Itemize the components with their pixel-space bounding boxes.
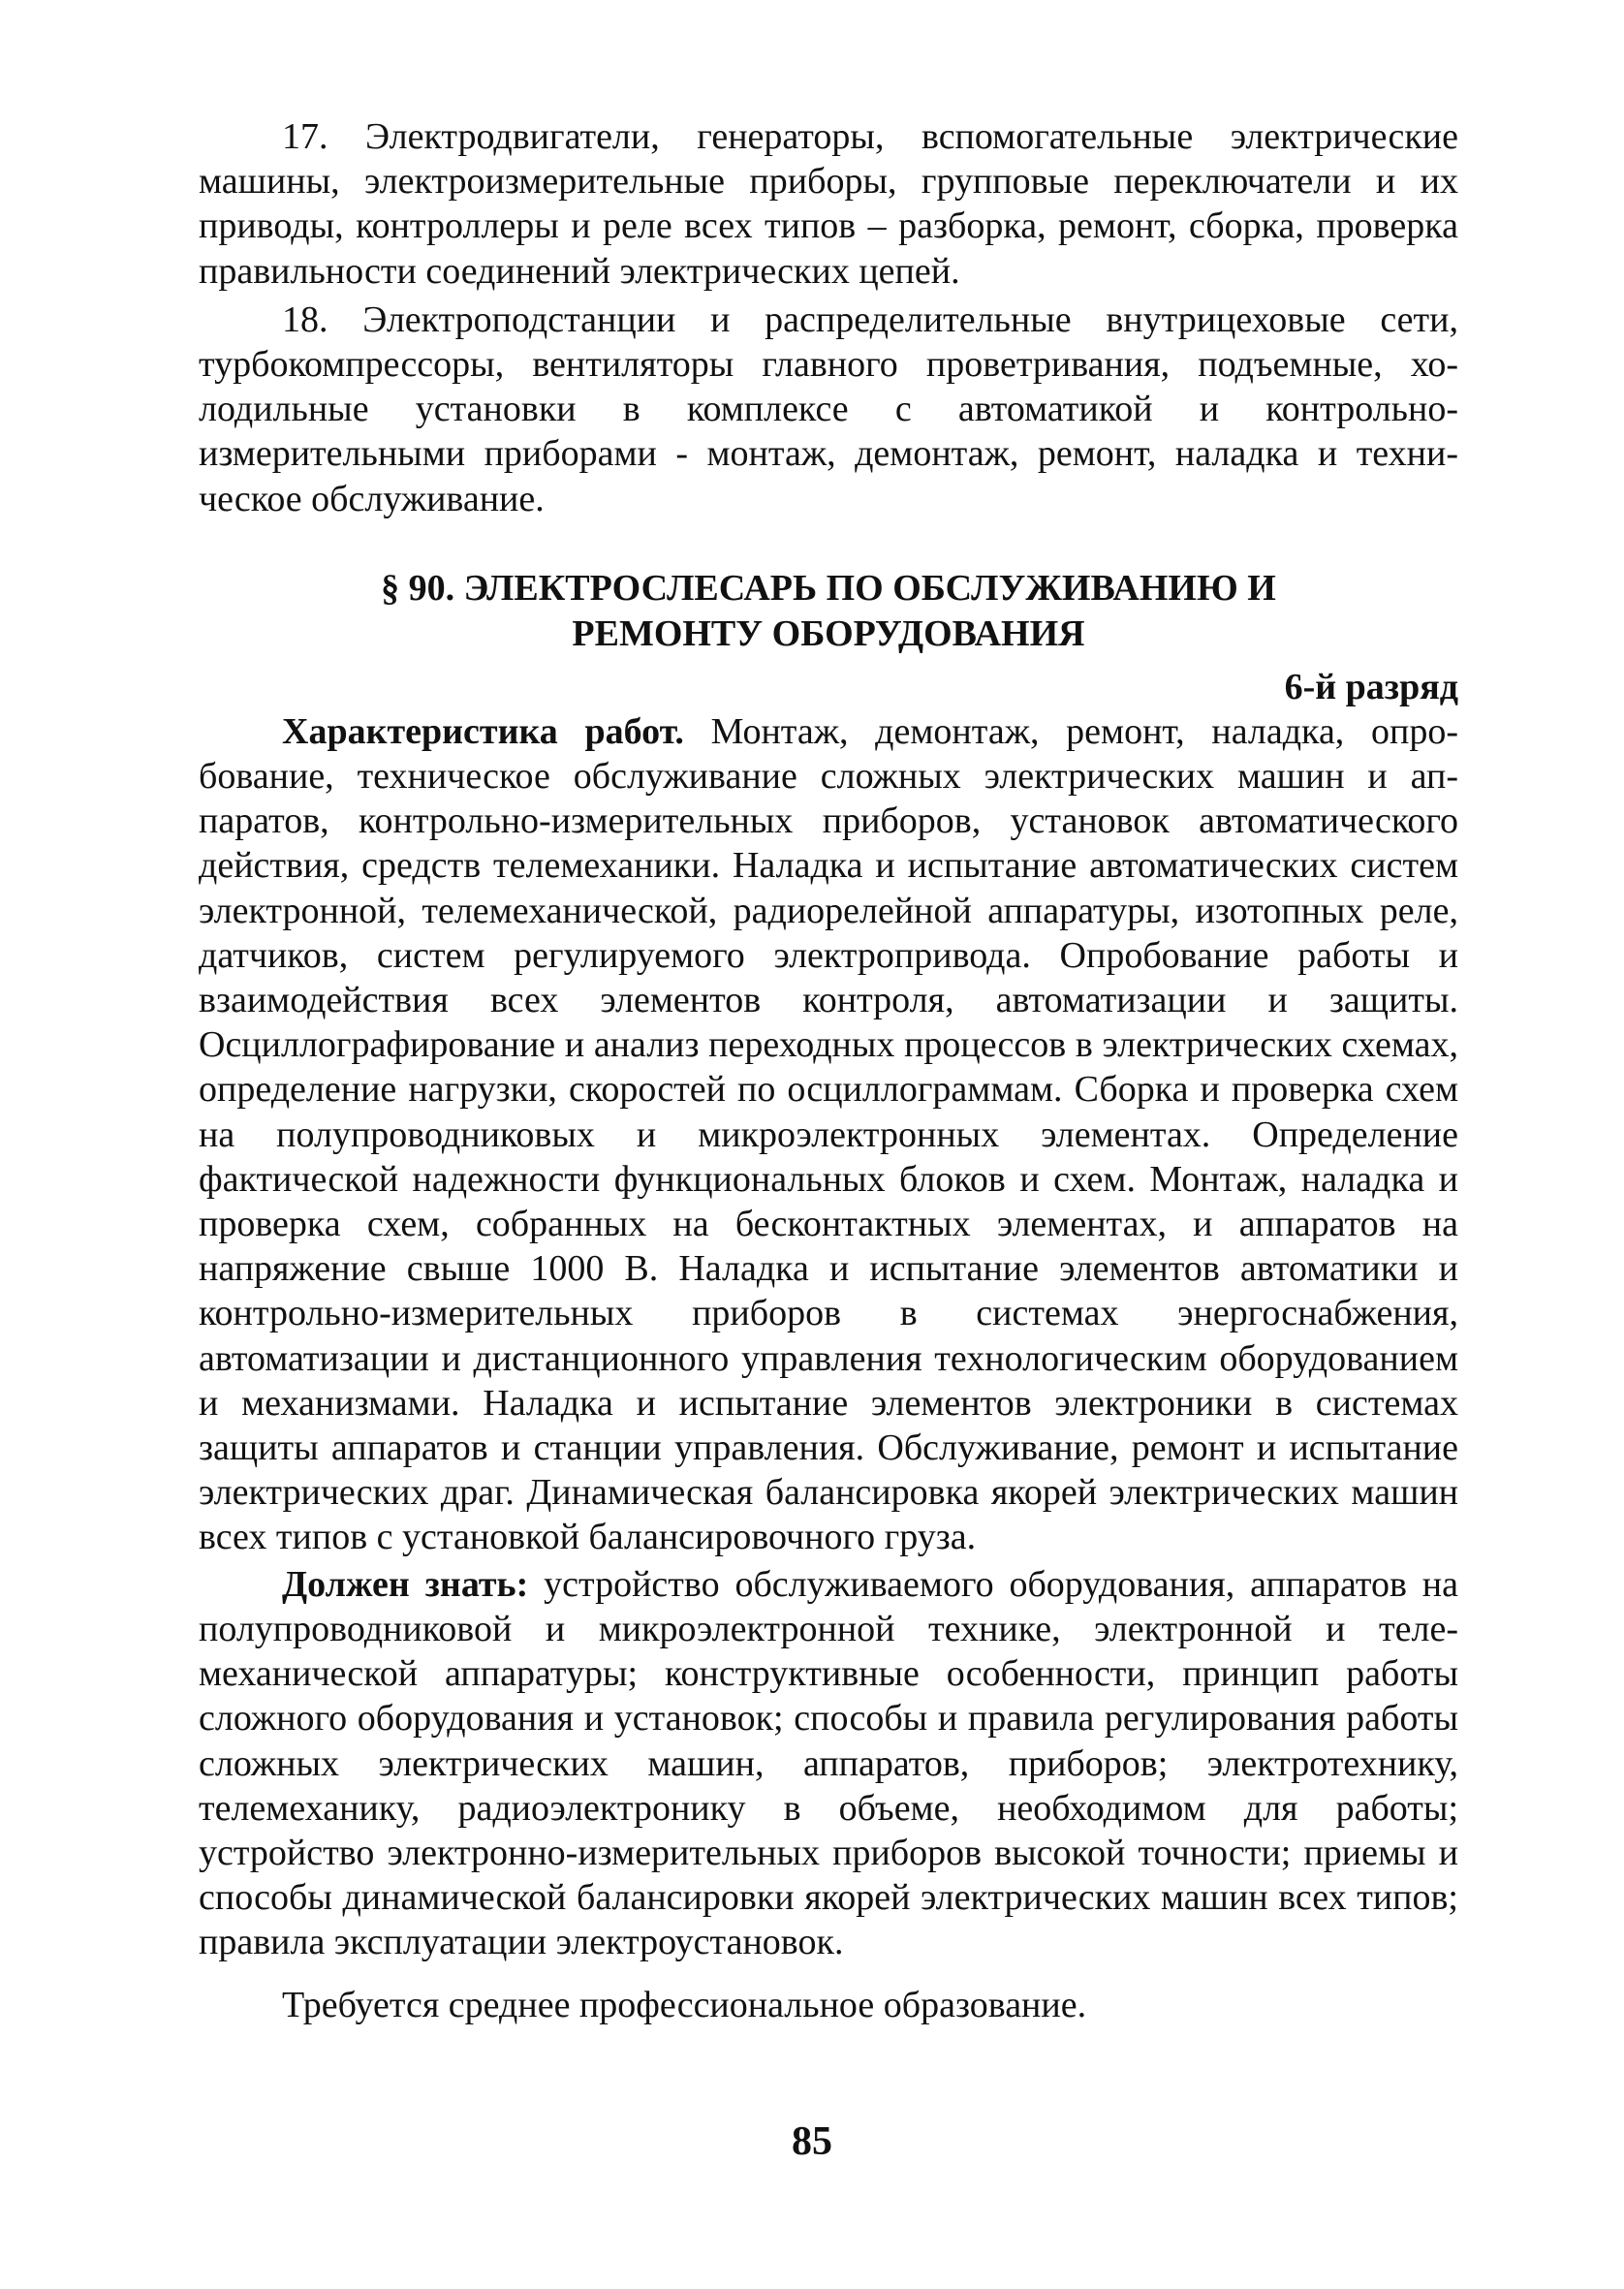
page-number: 85 [792, 2119, 832, 2164]
knowledge-paragraph [199, 1562, 1458, 1965]
characteristics-label: Характеристика работ. [282, 710, 684, 752]
grade-label: 6-й разряд [1284, 666, 1458, 707]
list-item-18: 18. Электроподстанции и распределительные внутрицеховые сети, турбокомпрессоры, вентиляторы главного проветривания, подъемные, холодильные установки в комплексе с автоматикой и контрольно-измерительными приборами - монтаж, демонтаж, ремонт, наладка и техническое обслуживание. [199, 298, 1458, 519]
document-page [199, 114, 1458, 2027]
section-title-line-2: РЕМОНТУ ОБОРУДОВАНИЯ [572, 612, 1085, 654]
characteristics-paragraph [199, 709, 1458, 1560]
knowledge-label: Должен знать: [282, 1563, 529, 1605]
knowledge-text: устройство обслуживаемого оборудования, аппаратов на полупроводниковой и микроэлектронной технике, электронной и телемеханической аппаратуры; конструктивные особенности, принцип работы сложного оборудования и установок; способы и правила регулирования работы сложных электрических машин, аппаратов, приборов; электротехнику, телемеханику, радиоэлектронику в объеме, необходимом для работы; устройство электронно-измерительных приборов высокой точности; приемы и способы динамической балансировки якорей электрических машин всех типов; правила эксплуатации электроустановок. [199, 1563, 1459, 1963]
section-title-line-1: § 90. ЭЛЕКТРОСЛЕСАРЬ ПО ОБСЛУЖИВАНИЮ И [381, 567, 1276, 609]
list-item-17: 17. Электродвигатели, генераторы, вспомогательные электрические машины, электроизмерительные приборы, групповые переключатели и их приводы, контроллеры и реле всех типов – разборка, ремонт, сборка, проверка правильности соединений электрических цепей. [199, 116, 1458, 292]
education-paragraph: Требуется среднее профессиональное образование. [282, 1984, 1087, 2025]
characteristics-text: Монтаж, демонтаж, ремонт, наладка, опробование, техническое обслуживание сложных электрических машин и аппаратов, контрольно-измерительных приборов, установок автоматического действия, средств телемеханики. Наладка и испытание автоматических систем электронной, телемеханической, радиорелейной аппаратуры, изотопных реле, датчиков, систем регулируемого электропривода. Опробование работы и взаимодействия всех элементов контроля, автоматизации и защиты. Осциллографирование и анализ переходных процессов в электрических схемах, определение нагрузки, скоростей по осциллограммам. Сборка и проверка схем на полупроводниковых и микроэлектронных элементах. Определение фактической надежности функциональных блоков и схем. Монтаж, наладка и проверка схем, собранных на бесконтактных элементах, и аппаратов на напряжение свыше 1000 В. Наладка и испытание элементов автоматики и контрольно-измерительных приборов в системах энергоснабжения, автоматизации и дистанционного управления технологическим оборудованием и механизмами. Наладка и испытание элементов электроники в системах защиты аппаратов и станции управления. Обслуживание, ремонт и испытание электрических драг. Динамическая балансировка якорей электрических машин всех типов с установкой балансировочного груза. [199, 710, 1458, 1558]
section-heading [199, 566, 1458, 657]
